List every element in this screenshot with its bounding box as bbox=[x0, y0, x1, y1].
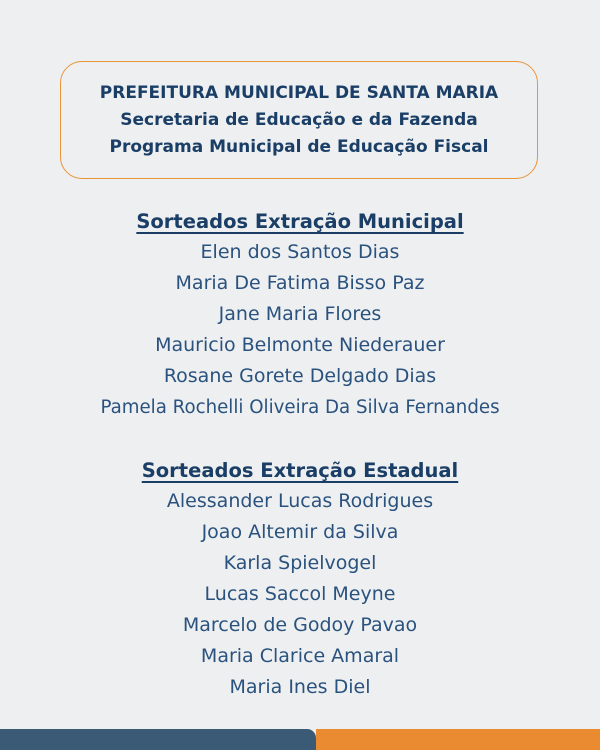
estadual-winner-name: Marcelo de Godoy Pavao bbox=[182, 614, 418, 636]
municipal-winner-name: Pamela Rochelli Oliveira Da Silva Fernandes bbox=[100, 397, 500, 418]
header-title: PREFEITURA MUNICIPAL DE SANTA MARIA bbox=[99, 82, 499, 103]
footer-orange-bar bbox=[316, 729, 600, 750]
header-subtitle-secretaria: Secretaria de Educação e da Fazenda bbox=[120, 109, 478, 130]
header-subtitle-programa: Programa Municipal de Educação Fiscal bbox=[109, 136, 489, 157]
estadual-winner-name: Karla Spielvogel bbox=[223, 552, 377, 574]
footer-blue-bar bbox=[0, 729, 316, 750]
header-box bbox=[60, 61, 538, 179]
municipal-winner-name: Maria De Fatima Bisso Paz bbox=[175, 272, 425, 294]
estadual-winner-name: Maria Clarice Amaral bbox=[200, 645, 400, 667]
municipal-winner-name: Rosane Gorete Delgado Dias bbox=[163, 365, 437, 387]
municipal-winner-name: Elen dos Santos Dias bbox=[200, 241, 400, 263]
estadual-section-title: Sorteados Extração Estadual bbox=[141, 459, 459, 482]
estadual-winner-name: Lucas Saccol Meyne bbox=[204, 583, 396, 605]
estadual-winner-name: Alessander Lucas Rodrigues bbox=[166, 490, 434, 512]
municipal-section-title: Sorteados Extração Municipal bbox=[136, 210, 464, 233]
municipal-section bbox=[0, 206, 600, 423]
estadual-winner-name: Joao Altemir da Silva bbox=[201, 521, 399, 543]
estadual-winner-name: Maria Ines Diel bbox=[229, 676, 371, 698]
municipal-winner-name: Jane Maria Flores bbox=[218, 303, 382, 325]
estadual-section bbox=[0, 455, 600, 703]
municipal-winner-name: Mauricio Belmonte Niederauer bbox=[155, 334, 445, 356]
